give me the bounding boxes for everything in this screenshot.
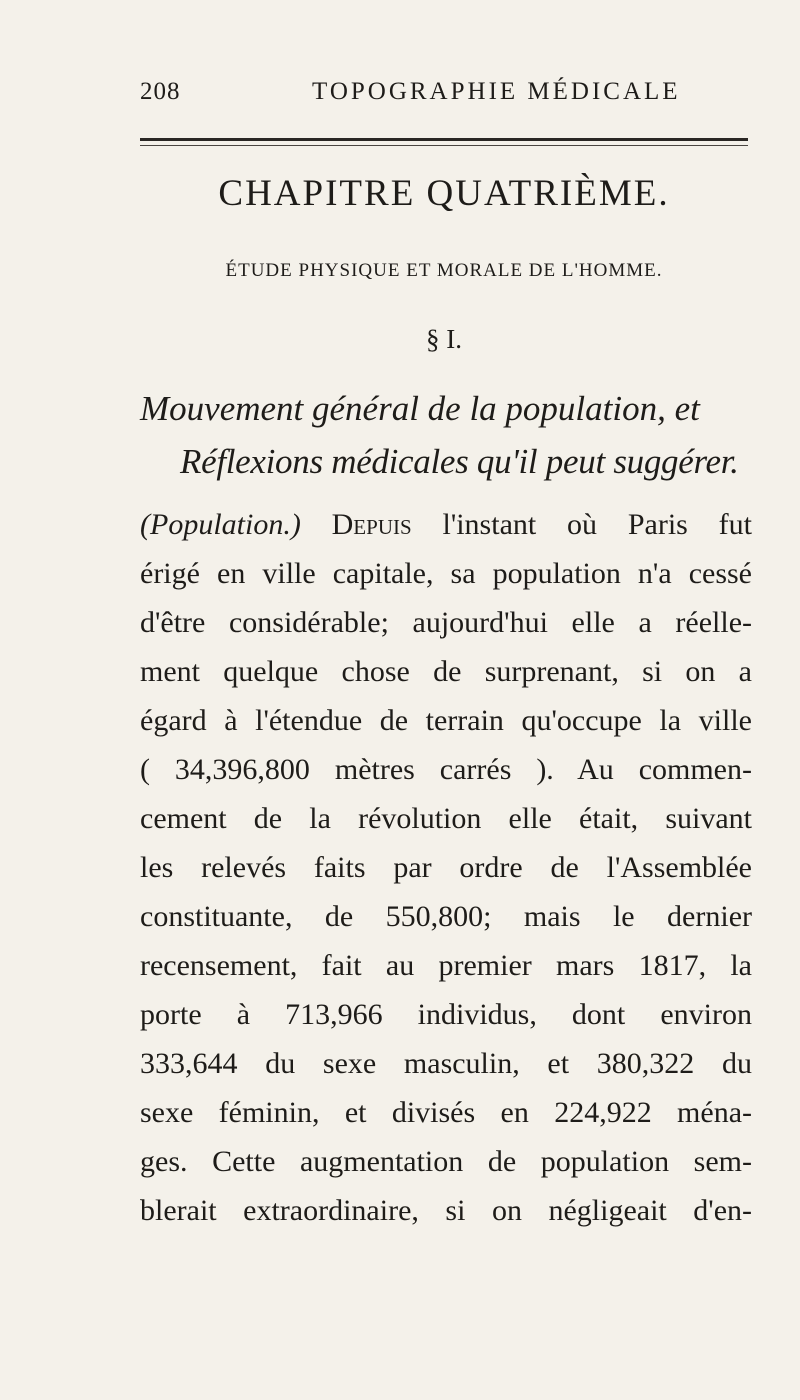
chapter-title: CHAPITRE QUATRIÈME. <box>218 173 670 214</box>
lead-smallcaps: Depuis <box>331 508 412 541</box>
page-number: 208 <box>140 78 181 105</box>
section-heading <box>140 382 748 488</box>
section-heading-line-1: Mouvement général de la population, et <box>140 389 700 428</box>
body-line: ges. Cette augmentation de population sem- <box>140 1145 752 1178</box>
body-paragraph <box>140 500 752 1235</box>
section-heading-line-2: Réflexions médicales qu'il peut suggérer. <box>180 442 739 481</box>
body-line: égard à l'étendue de terrain qu'occupe la ville <box>140 704 752 737</box>
section-mark: § I. <box>426 324 462 354</box>
body-line: érigé en ville capitale, sa population n'a cessé <box>140 557 752 590</box>
body-line: constituante, de 550,800; mais le dernier <box>140 900 752 933</box>
body-line: les relevés faits par ordre de l'Assemblée <box>140 851 752 884</box>
body-line: d'être considérable; aujourd'hui elle a réelle- <box>140 606 752 639</box>
lead-italic: (Population.) <box>140 508 301 541</box>
running-head <box>140 78 740 118</box>
body-line: blerait extraordinaire, si on négligeait d'en- <box>140 1194 752 1227</box>
header-rule-thick <box>140 138 748 141</box>
chapter-subtitle: ÉTUDE PHYSIQUE ET MORALE DE L'HOMME. <box>225 260 663 281</box>
body-line <box>140 500 752 549</box>
body-line: ment quelque chose de surprenant, si on a <box>140 655 752 688</box>
body-line: cement de la révolution elle était, suivant <box>140 802 752 835</box>
running-title: TOPOGRAPHIE MÉDICALE <box>312 78 681 105</box>
body-line: recensement, fait au premier mars 1817, la <box>140 949 752 982</box>
body-line-text: l'instant où Paris fut <box>411 508 753 541</box>
body-line: ( 34,396,800 mètres carrés ). Au commen- <box>140 753 752 786</box>
header-rule-thin <box>140 145 748 146</box>
body-line: porte à 713,966 individus, dont environ <box>140 998 752 1031</box>
body-line: sexe féminin, et divisés en 224,922 ména- <box>140 1096 752 1129</box>
body-line: 333,644 du sexe masculin, et 380,322 du <box>140 1047 752 1080</box>
